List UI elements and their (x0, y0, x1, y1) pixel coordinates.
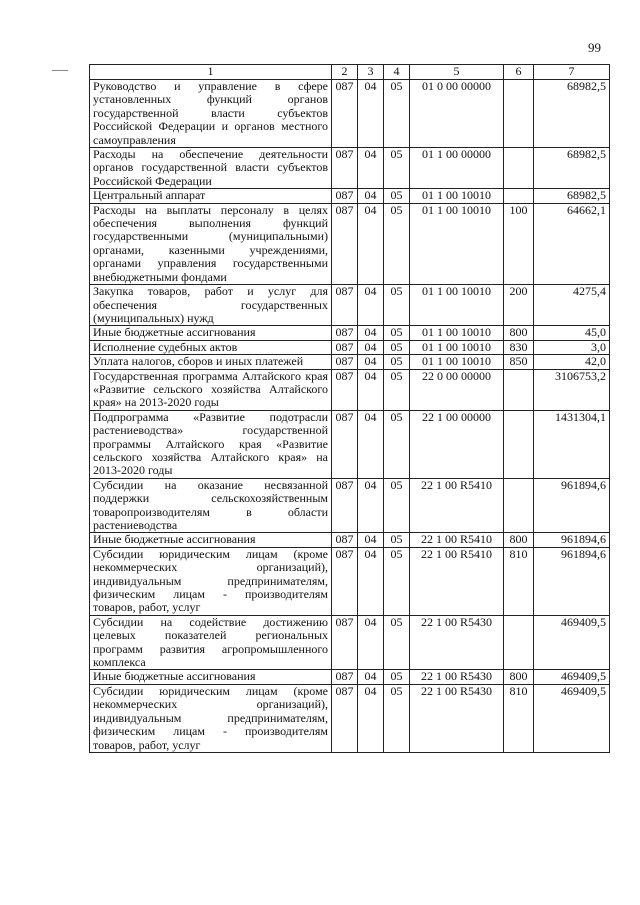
section-code-cell: 04 (358, 684, 384, 752)
table-row (90, 670, 610, 684)
target-article-cell: 22 1 00 R5430 (410, 615, 504, 670)
table-row (90, 615, 610, 670)
subsection-code-cell: 05 (384, 148, 410, 189)
table-row (90, 410, 610, 478)
expense-name-cell: Закупка товаров, работ и услуг для обеспечения государственных (муниципальных) нужд (90, 285, 332, 326)
target-article-cell: 01 1 00 10010 (410, 203, 504, 284)
expense-type-cell: 200 (504, 285, 534, 326)
table-row (90, 326, 610, 340)
section-code-cell: 04 (358, 533, 384, 547)
subsection-code-cell: 05 (384, 410, 410, 478)
ministry-code-cell: 087 (332, 670, 358, 684)
amount-cell: 4275,4 (534, 285, 610, 326)
budget-table-container (89, 64, 609, 753)
section-code-cell: 04 (358, 369, 384, 410)
section-code-cell: 04 (358, 615, 384, 670)
expense-type-cell: 800 (504, 670, 534, 684)
margin-mark (52, 70, 68, 71)
header-row (90, 65, 610, 80)
expense-type-cell: 830 (504, 340, 534, 354)
expense-name-cell: Субсидии на содействие достижению целевых показателей региональных программ развития агропромышленного комплекса (90, 615, 332, 670)
section-code-cell: 04 (358, 80, 384, 148)
subsection-code-cell: 05 (384, 670, 410, 684)
amount-cell: 45,0 (534, 326, 610, 340)
expense-name-cell: Субсидии на оказание несвязанной поддержки сельскохозяйственным товаропроизводителям в области растениеводства (90, 478, 332, 533)
table-row (90, 80, 610, 148)
amount-cell: 68982,5 (534, 148, 610, 189)
amount-cell: 1431304,1 (534, 410, 610, 478)
expense-name-cell: Подпрограмма «Развитие подотрасли растениеводства» государственной программы Алтайского края «Развитие сельского хозяйства Алтайского края» на 2013-2020 годы (90, 410, 332, 478)
target-article-cell: 22 0 00 00000 (410, 369, 504, 410)
subsection-code-cell: 05 (384, 189, 410, 203)
expense-type-cell: 100 (504, 203, 534, 284)
ministry-code-cell: 087 (332, 355, 358, 369)
table-row (90, 355, 610, 369)
expense-name-cell: Субсидии юридическим лицам (кроме некоммерческих организаций), индивидуальным предпринимателям, физическим лицам - производителям товаров, работ, услуг (90, 547, 332, 615)
ministry-code-cell: 087 (332, 533, 358, 547)
column-header: 6 (504, 65, 534, 80)
budget-table (89, 64, 610, 753)
ministry-code-cell: 087 (332, 80, 358, 148)
subsection-code-cell: 05 (384, 203, 410, 284)
target-article-cell: 01 1 00 00000 (410, 148, 504, 189)
expense-name-cell: Государственная программа Алтайского края «Развитие сельского хозяйства Алтайского края» на 2013-2020 годы (90, 369, 332, 410)
expense-name-cell: Руководство и управление в сфере установленных функций органов государственной власти субъектов Российской Федерации и органов местного самоуправления (90, 80, 332, 148)
column-header: 4 (384, 65, 410, 80)
target-article-cell: 01 1 00 10010 (410, 189, 504, 203)
expense-name-cell: Иные бюджетные ассигнования (90, 326, 332, 340)
expense-name-cell: Субсидии юридическим лицам (кроме некоммерческих организаций), индивидуальным предпринимателям, физическим лицам - производителям товаров, работ, услуг (90, 684, 332, 752)
ministry-code-cell: 087 (332, 615, 358, 670)
expense-type-cell (504, 615, 534, 670)
ministry-code-cell: 087 (332, 189, 358, 203)
expense-type-cell (504, 478, 534, 533)
target-article-cell: 01 0 00 00000 (410, 80, 504, 148)
column-header: 2 (332, 65, 358, 80)
ministry-code-cell: 087 (332, 148, 358, 189)
amount-cell: 469409,5 (534, 615, 610, 670)
section-code-cell: 04 (358, 547, 384, 615)
table-row (90, 340, 610, 354)
target-article-cell: 01 1 00 10010 (410, 285, 504, 326)
target-article-cell: 22 1 00 R5410 (410, 533, 504, 547)
table-row (90, 148, 610, 189)
table-row (90, 203, 610, 284)
table-row (90, 478, 610, 533)
expense-name-cell: Иные бюджетные ассигнования (90, 670, 332, 684)
amount-cell: 42,0 (534, 355, 610, 369)
subsection-code-cell: 05 (384, 547, 410, 615)
expense-type-cell (504, 148, 534, 189)
ministry-code-cell: 087 (332, 369, 358, 410)
expense-name-cell: Исполнение судебных актов (90, 340, 332, 354)
amount-cell: 961894,6 (534, 547, 610, 615)
subsection-code-cell: 05 (384, 369, 410, 410)
expense-type-cell (504, 410, 534, 478)
expense-name-cell: Расходы на обеспечение деятельности органов государственной власти субъектов Российской Федерации (90, 148, 332, 189)
subsection-code-cell: 05 (384, 326, 410, 340)
section-code-cell: 04 (358, 410, 384, 478)
page-number: 99 (588, 40, 601, 55)
expense-type-cell: 800 (504, 326, 534, 340)
column-header: 7 (534, 65, 610, 80)
amount-cell: 64662,1 (534, 203, 610, 284)
amount-cell: 3106753,2 (534, 369, 610, 410)
target-article-cell: 22 1 00 R5430 (410, 684, 504, 752)
column-header: 5 (410, 65, 504, 80)
expense-type-cell: 810 (504, 684, 534, 752)
section-code-cell: 04 (358, 148, 384, 189)
ministry-code-cell: 087 (332, 340, 358, 354)
target-article-cell: 22 1 00 R5410 (410, 547, 504, 615)
ministry-code-cell: 087 (332, 478, 358, 533)
target-article-cell: 22 1 00 00000 (410, 410, 504, 478)
subsection-code-cell: 05 (384, 340, 410, 354)
section-code-cell: 04 (358, 285, 384, 326)
amount-cell: 3,0 (534, 340, 610, 354)
table-row (90, 285, 610, 326)
section-code-cell: 04 (358, 478, 384, 533)
section-code-cell: 04 (358, 670, 384, 684)
ministry-code-cell: 087 (332, 285, 358, 326)
expense-name-cell: Уплата налогов, сборов и иных платежей (90, 355, 332, 369)
expense-name-cell: Иные бюджетные ассигнования (90, 533, 332, 547)
expense-name-cell: Центральный аппарат (90, 189, 332, 203)
subsection-code-cell: 05 (384, 684, 410, 752)
subsection-code-cell: 05 (384, 533, 410, 547)
ministry-code-cell: 087 (332, 684, 358, 752)
amount-cell: 68982,5 (534, 189, 610, 203)
subsection-code-cell: 05 (384, 80, 410, 148)
target-article-cell: 22 1 00 R5430 (410, 670, 504, 684)
table-row (90, 369, 610, 410)
subsection-code-cell: 05 (384, 615, 410, 670)
table-row (90, 189, 610, 203)
amount-cell: 469409,5 (534, 670, 610, 684)
ministry-code-cell: 087 (332, 203, 358, 284)
amount-cell: 68982,5 (534, 80, 610, 148)
amount-cell: 961894,6 (534, 533, 610, 547)
column-header: 3 (358, 65, 384, 80)
ministry-code-cell: 087 (332, 547, 358, 615)
expense-type-cell (504, 189, 534, 203)
expense-type-cell: 810 (504, 547, 534, 615)
subsection-code-cell: 05 (384, 478, 410, 533)
target-article-cell: 01 1 00 10010 (410, 355, 504, 369)
expense-type-cell: 850 (504, 355, 534, 369)
section-code-cell: 04 (358, 326, 384, 340)
expense-name-cell: Расходы на выплаты персоналу в целях обеспечения выполнения функций государственными (муниципальными) органами, казенными учреждениями, органами управления государственными внебюджетными фондами (90, 203, 332, 284)
section-code-cell: 04 (358, 203, 384, 284)
table-row (90, 547, 610, 615)
target-article-cell: 22 1 00 R5410 (410, 478, 504, 533)
subsection-code-cell: 05 (384, 285, 410, 326)
expense-type-cell (504, 369, 534, 410)
target-article-cell: 01 1 00 10010 (410, 340, 504, 354)
section-code-cell: 04 (358, 355, 384, 369)
table-row (90, 533, 610, 547)
expense-type-cell: 800 (504, 533, 534, 547)
target-article-cell: 01 1 00 10010 (410, 326, 504, 340)
section-code-cell: 04 (358, 340, 384, 354)
amount-cell: 469409,5 (534, 684, 610, 752)
column-header: 1 (90, 65, 332, 80)
ministry-code-cell: 087 (332, 326, 358, 340)
expense-type-cell (504, 80, 534, 148)
table-row (90, 684, 610, 752)
section-code-cell: 04 (358, 189, 384, 203)
ministry-code-cell: 087 (332, 410, 358, 478)
subsection-code-cell: 05 (384, 355, 410, 369)
amount-cell: 961894,6 (534, 478, 610, 533)
